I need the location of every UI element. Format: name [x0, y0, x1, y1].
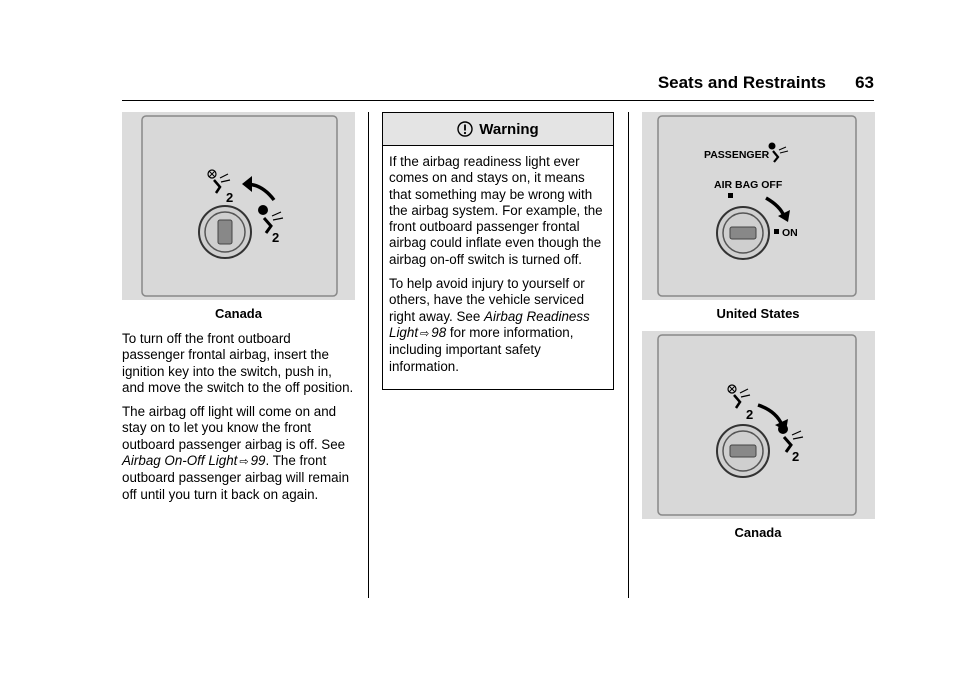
air-bag-off-label: AIR BAG OFF [714, 179, 783, 191]
figure-caption: Canada [215, 306, 262, 321]
cross-reference-link[interactable]: Airbag On-Off Light [122, 453, 238, 469]
page-header [122, 70, 874, 101]
column-divider [368, 112, 369, 598]
section-title: Seats and Restraints [657, 73, 826, 92]
warning-body [383, 146, 613, 389]
airbag-switch-figure-canada [642, 331, 875, 519]
position-label-on: 2 [792, 449, 800, 464]
position-label-off: 2 [746, 407, 754, 422]
page-reference-icon: ⇨ [420, 327, 430, 340]
body-paragraph: To turn off the front outboard passenger frontal airbag, insert the ignition key into the switch, push in, and move the switch to the off position. [122, 331, 354, 395]
airbag-switch-figure-us [642, 112, 875, 300]
key-switch-icon [199, 206, 251, 258]
airbag-switch-figure-canada [122, 112, 355, 300]
warning-paragraph: To help avoid injury to yourself or others, have the vehicle serviced right away. See Airbag Readiness Light ⇨ 98 for more information, including important safety information. [389, 276, 590, 374]
off-position-marker [728, 193, 733, 198]
warning-header [383, 113, 613, 146]
position-label-on: 2 [272, 230, 280, 245]
figure-caption: Canada [734, 525, 782, 540]
figure-caption: United States [716, 306, 800, 321]
passenger-label: PASSENGER [704, 149, 770, 161]
on-position-marker [774, 229, 779, 234]
on-label: ON [782, 227, 798, 239]
column-right [642, 112, 874, 540]
cross-reference-page[interactable]: 99 [250, 453, 266, 469]
page-number: 63 [855, 73, 874, 92]
column-divider [628, 112, 629, 598]
cross-reference-link[interactable]: Airbag Readiness Light [389, 308, 590, 340]
warning-paragraph: If the airbag readiness light ever comes on and stays on, it means that something may be wrong with the airbag system. For example, the front outboard passenger frontal airbag could inflate even though the airbag on-off switch is turned off. [389, 154, 603, 267]
key-switch-icon [717, 207, 769, 259]
position-label-off: 2 [226, 190, 234, 205]
body-paragraph: The airbag off light will come on and stay on to let you know the front outboard passenger airbag is off. See Airbag On-Off Light ⇨ 99. The front outboard passenger airbag will remain off until you turn it back on again. [122, 404, 350, 502]
cross-reference-page[interactable]: 98 [431, 324, 447, 340]
column-left [122, 112, 355, 511]
warning-title: Warning [479, 120, 539, 138]
column-middle [382, 112, 614, 390]
warning-triangle-icon [457, 121, 473, 137]
key-switch-icon [717, 425, 769, 477]
warning-box [382, 112, 614, 390]
page-reference-icon: ⇨ [239, 456, 249, 469]
